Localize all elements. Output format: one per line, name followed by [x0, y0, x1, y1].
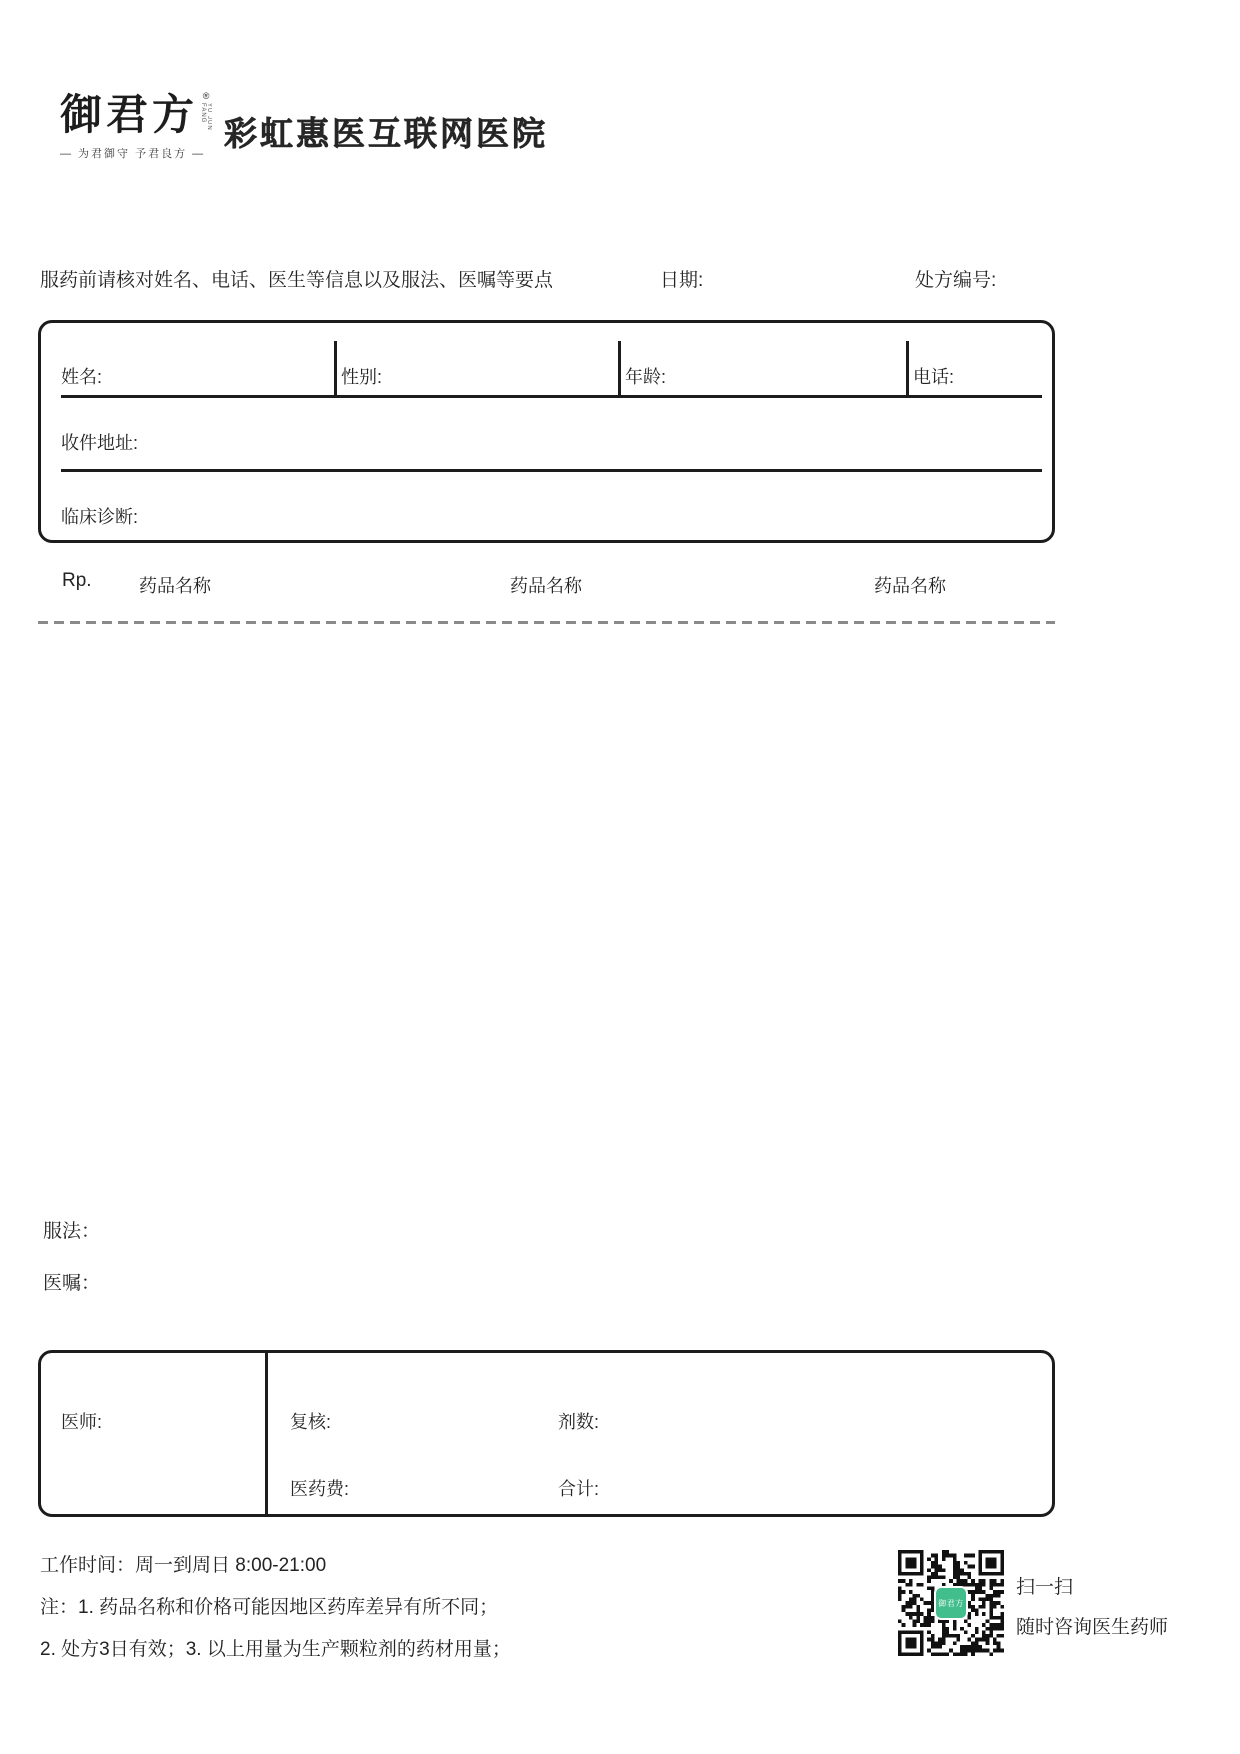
- doctor-label: 医师:: [61, 1412, 103, 1432]
- dose-count-label: 剂数:: [558, 1412, 600, 1432]
- patient-info-box: [38, 320, 1055, 543]
- patient-phone-label: 电话:: [913, 367, 955, 387]
- doctor-column-divider: [265, 1353, 268, 1514]
- brand-logo: [60, 92, 212, 161]
- hospital-name: 彩虹惠医互联网医院: [224, 115, 548, 152]
- work-hours: 工作时间：周一到周日 8:00-21:00: [40, 1555, 327, 1576]
- scan-title: 扫一扫: [1016, 1577, 1074, 1598]
- field-divider: [334, 341, 337, 395]
- row-divider-line: [61, 395, 1042, 398]
- qr-center-logo: [934, 1586, 968, 1620]
- patient-age-label: 年龄:: [625, 367, 667, 387]
- field-divider: [618, 341, 621, 395]
- doctor-fee-box: [38, 1350, 1055, 1517]
- qr-code: [898, 1550, 1004, 1656]
- drug-name-column-3: 药品名称: [874, 576, 946, 596]
- patient-gender-label: 性别:: [341, 367, 383, 387]
- logo-text: 御君方: [60, 90, 199, 139]
- rx-number-label: 处方编号:: [915, 270, 997, 291]
- registered-mark-icon: ®: [202, 91, 210, 101]
- verification-notice: 服药前请核对姓名、电话、医生等信息以及服法、医嘱等要点: [40, 270, 554, 291]
- review-label: 复核:: [290, 1412, 332, 1432]
- qr-badge-label: 御君方: [938, 1598, 964, 1608]
- field-divider: [906, 341, 909, 395]
- rp-label: Rp.: [62, 570, 92, 591]
- date-label: 日期:: [660, 270, 704, 291]
- drug-name-column-2: 药品名称: [510, 576, 582, 596]
- medicine-fee-label: 医药费:: [290, 1479, 350, 1499]
- diagnosis-label: 临床诊断:: [61, 507, 139, 527]
- advice-label: 医嘱：: [43, 1273, 101, 1294]
- logo-romanized: YU JUN FANG: [200, 103, 213, 131]
- logo-tagline: — 为君御守 予君良方 —: [60, 148, 206, 161]
- note-line-1: 注：1. 药品名称和价格可能因地区药库差异有所不同；: [40, 1597, 499, 1618]
- row-divider-line: [61, 469, 1042, 472]
- note-line-2: 2. 处方3日有效；3. 以上用量为生产颗粒剂的药材用量；: [40, 1639, 511, 1660]
- rp-dashed-separator: [38, 621, 1055, 624]
- address-label: 收件地址:: [61, 433, 139, 453]
- scan-subtitle: 随时咨询医生药师: [1016, 1617, 1169, 1638]
- patient-name-label: 姓名:: [61, 367, 103, 387]
- usage-label: 服法：: [43, 1221, 101, 1242]
- drug-name-column-1: 药品名称: [139, 576, 211, 596]
- total-label: 合计:: [558, 1479, 600, 1499]
